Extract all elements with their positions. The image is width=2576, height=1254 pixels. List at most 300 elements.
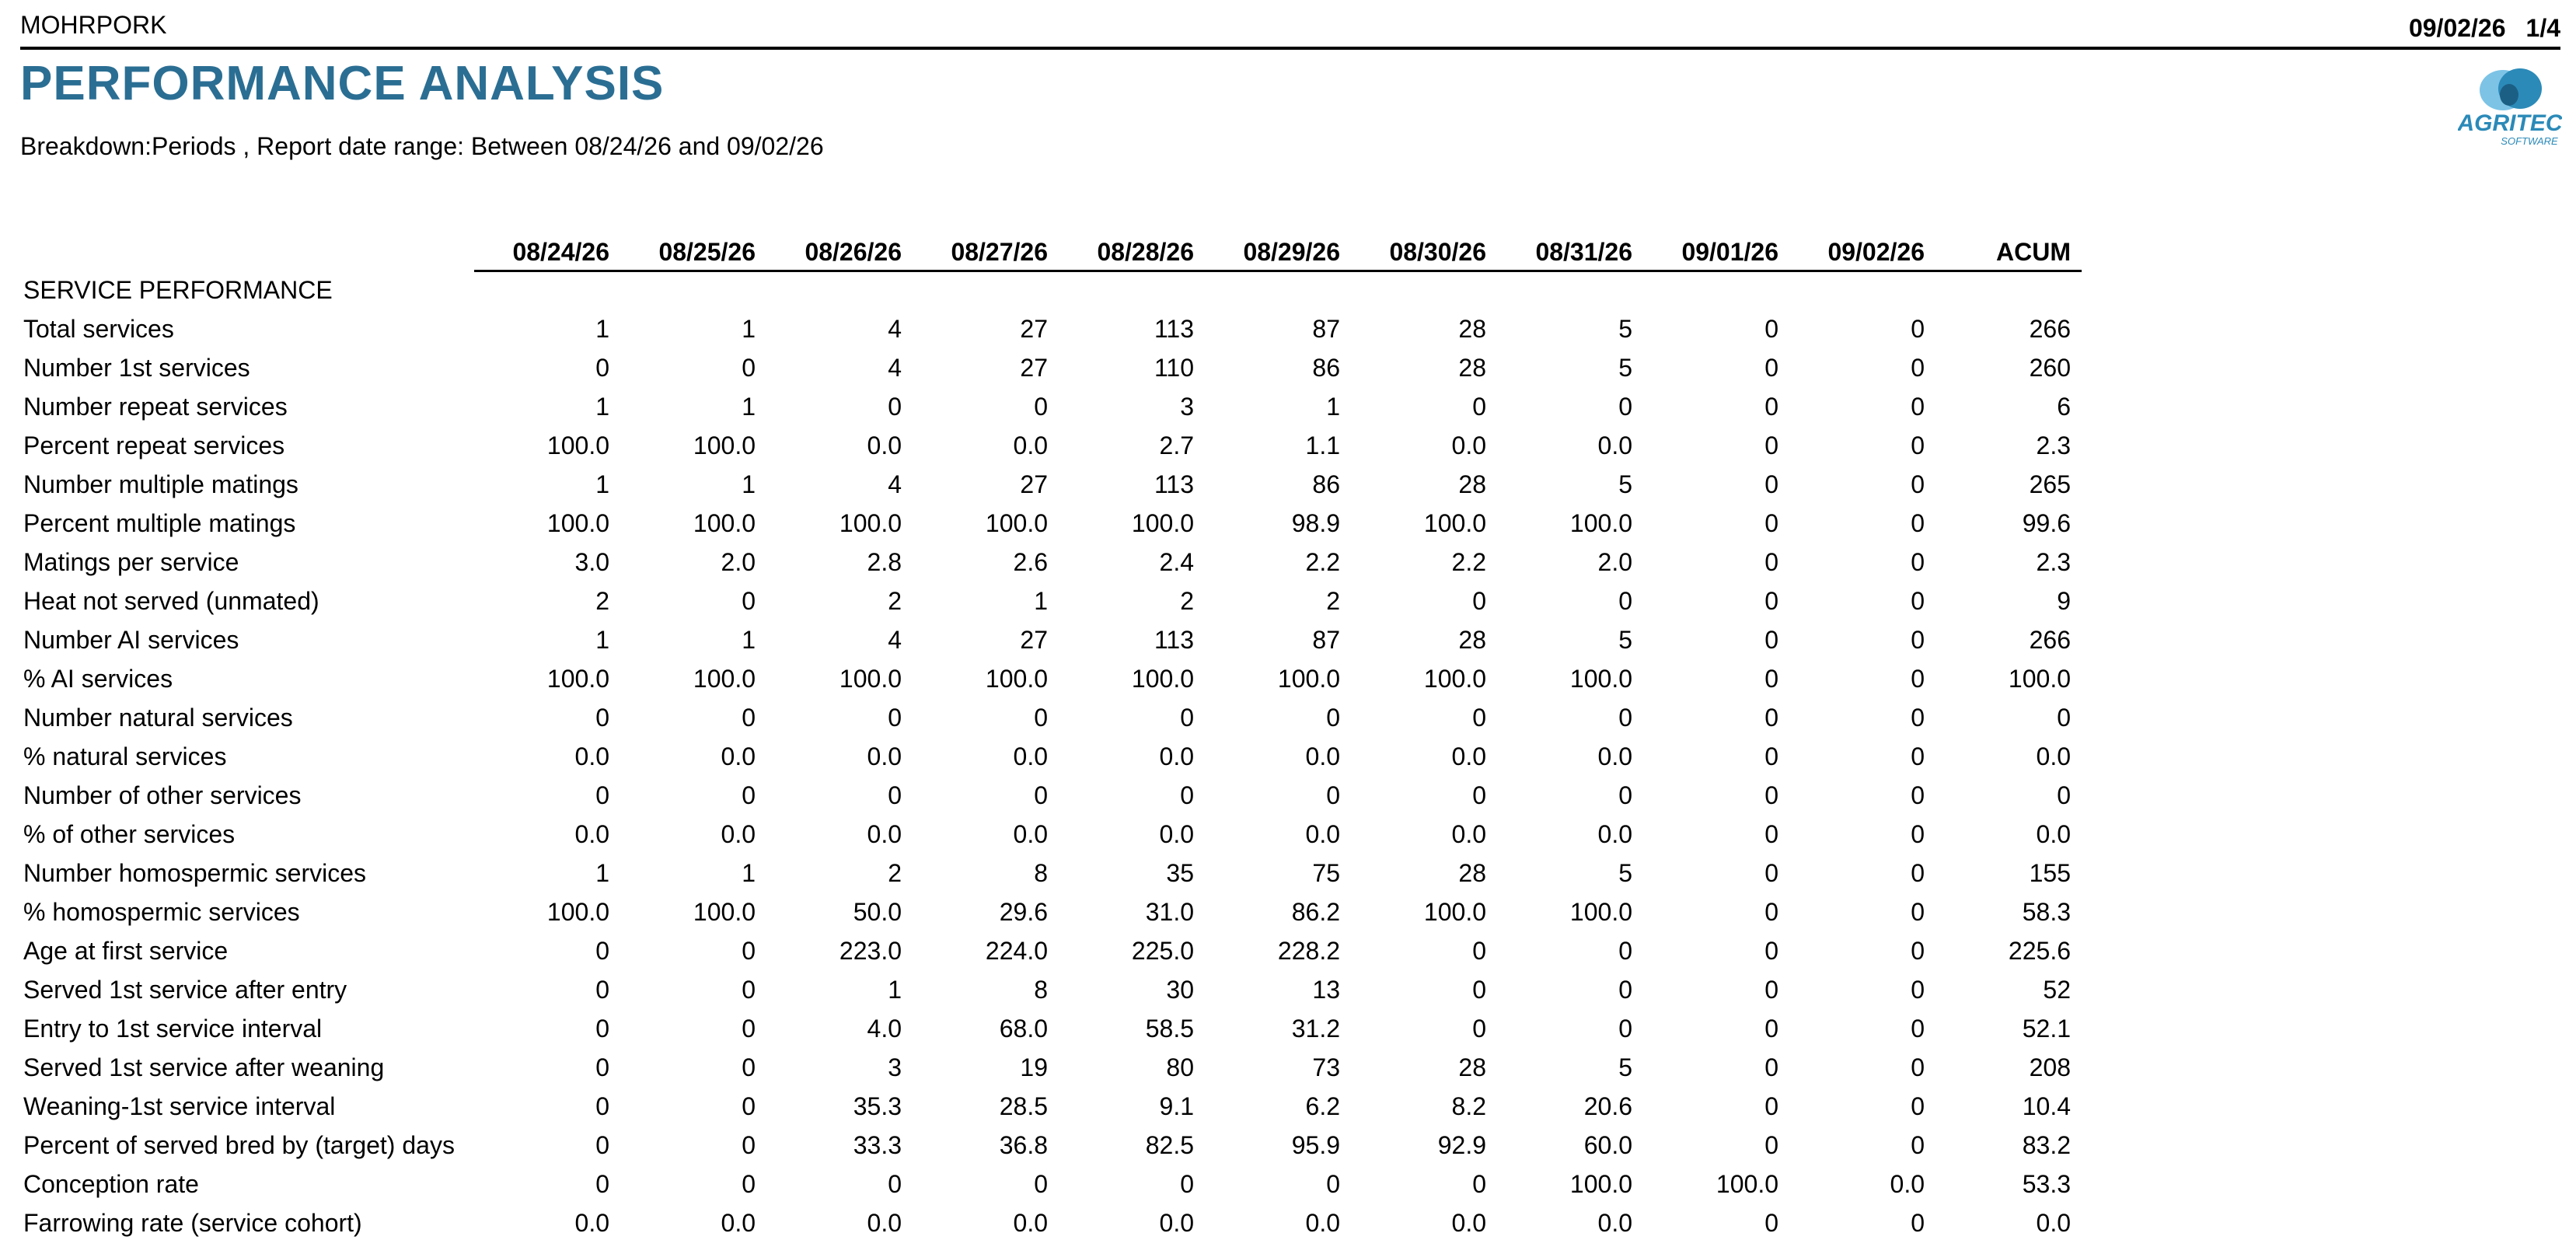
row-value: 100.0 [1569,897,1632,926]
row-value: 0.0 [1013,1208,1048,1237]
row-value: 0 [1764,547,1778,576]
row-value: 0 [2057,781,2071,809]
row-value: 2.8 [867,547,902,576]
row-value: 0.0 [1451,819,1486,848]
row-value: 86 [1312,353,1340,382]
row-value: 2.7 [1159,431,1194,459]
row-value: 0 [595,1014,609,1043]
row-value: 2.4 [1159,547,1194,576]
row-label: % homospermic services [23,897,300,926]
row-value: 5 [1618,1053,1632,1081]
row-value: 1 [595,858,609,887]
row-value: 0.0 [574,742,609,770]
row-value: 0 [1764,781,1778,809]
row-value: 0 [1472,703,1486,732]
row-value: 0.0 [2036,1208,2071,1237]
row-value: 0 [1764,1053,1778,1081]
row-value: 0 [595,781,609,809]
row-value: 73 [1312,1053,1340,1081]
row-value: 0 [1911,547,1925,576]
row-value: 0.0 [1305,742,1340,770]
row-value: 3 [888,1053,902,1081]
row-value: 100.0 [1716,1169,1778,1198]
row-value: 6.2 [1305,1092,1340,1120]
row-value: 223.0 [839,936,902,965]
row-value: 0 [1618,936,1632,965]
row-value: 0 [1326,781,1340,809]
row-value: 110 [1154,353,1194,382]
row-label: Number natural services [23,703,293,732]
row-value: 27 [1020,314,1048,343]
row-value: 0 [742,703,756,732]
table-header-row [20,232,2082,271]
row-value: 9.1 [1159,1092,1194,1120]
row-value: 100.0 [1423,664,1486,693]
row-value: 100.0 [1131,664,1194,693]
row-value: 95.9 [1291,1130,1340,1159]
row-value: 0.0 [867,742,902,770]
row-value: 0 [595,353,609,382]
row-value: 35 [1166,858,1194,887]
row-value: 224.0 [985,936,1048,965]
row-value: 0.0 [721,819,756,848]
row-value: 2 [1326,586,1340,615]
row-value: 0 [2057,703,2071,732]
performance-table-wrapper [20,232,2082,1242]
row-value: 28 [1458,470,1486,498]
row-value: 0 [742,1092,756,1120]
row-value: 83.2 [2022,1130,2071,1159]
row-value: 0 [1911,314,1925,343]
row-value: 0 [1764,1130,1778,1159]
row-value: 60.0 [1583,1130,1632,1159]
row-value: 1 [1326,392,1340,421]
table-row [20,582,2082,620]
section-empty-cell [1789,271,1935,309]
row-value: 31.2 [1291,1014,1340,1043]
row-value: 1 [595,392,609,421]
row-value: 8.2 [1451,1092,1486,1120]
row-value: 1.1 [1305,431,1340,459]
row-value: 52.1 [2022,1014,2071,1043]
row-value: 0.0 [1451,431,1486,459]
row-value: 27 [1020,353,1048,382]
table-row [20,892,2082,931]
row-value: 100.0 [693,664,756,693]
row-label: Matings per service [23,547,239,576]
report-header [20,0,2560,50]
row-value: 0 [1764,664,1778,693]
table-row [20,737,2082,776]
page-number: 1/4 [2525,14,2560,42]
row-value: 0 [742,1130,756,1159]
row-value: 4.0 [867,1014,902,1043]
row-value: 5 [1618,353,1632,382]
row-value: 0 [1911,781,1925,809]
row-value: 0 [1618,1014,1632,1043]
row-value: 100.0 [693,431,756,459]
section-empty-cell [1935,271,2082,309]
row-value: 0 [595,703,609,732]
row-value: 0 [595,1092,609,1120]
row-value: 0 [888,392,902,421]
row-value: 58.3 [2022,897,2071,926]
row-value: 0 [1764,470,1778,498]
row-value: 0 [1764,625,1778,654]
row-value: 0 [1911,664,1925,693]
report-subtitle: Breakdown:Periods , Report date range: Between 08/24/26 and 09/02/26 [20,132,824,160]
row-value: 0 [742,1014,756,1043]
row-value: 100.0 [1423,897,1486,926]
row-value: 208 [2029,1053,2071,1081]
row-label: Conception rate [23,1169,199,1198]
row-value: 75 [1312,858,1340,887]
row-value: 2.3 [2036,547,2071,576]
row-value: 0 [1911,1092,1925,1120]
row-value: 0.0 [1890,1169,1925,1198]
row-value: 1 [888,975,902,1004]
row-value: 0 [1326,703,1340,732]
row-label: Farrowing rate (service cohort) [23,1208,362,1237]
row-value: 0.0 [867,431,902,459]
row-value: 0 [1911,742,1925,770]
row-label: Number repeat services [23,392,288,421]
row-value: 0 [1911,936,1925,965]
row-value: 0 [1764,742,1778,770]
row-value: 10.4 [2022,1092,2071,1120]
row-label: Weaning-1st service interval [23,1092,336,1120]
row-value: 87 [1312,314,1340,343]
row-value: 0 [1618,975,1632,1004]
row-value: 5 [1618,625,1632,654]
row-value: 0.0 [1013,819,1048,848]
table-row [20,1048,2082,1087]
row-value: 266 [2029,625,2071,654]
row-value: 0 [1180,781,1194,809]
date-page-info [2409,14,2560,43]
section-empty-cell [766,271,913,309]
table-row [20,543,2082,582]
row-value: 0 [1618,586,1632,615]
row-value: 0.0 [1159,1208,1194,1237]
section-empty-cell [474,271,620,309]
row-value: 0 [1911,819,1925,848]
row-value: 1 [742,392,756,421]
section-row [20,271,2082,309]
row-value: 0.0 [1013,431,1048,459]
row-value: 99.6 [2022,508,2071,537]
row-value: 92.9 [1437,1130,1486,1159]
section-empty-cell [1205,271,1351,309]
row-value: 113 [1154,314,1194,343]
table-row [20,970,2082,1009]
row-value: 2.3 [2036,431,2071,459]
row-value: 19 [1020,1053,1048,1081]
row-value: 5 [1618,314,1632,343]
row-label: Number multiple matings [23,470,298,498]
row-value: 0 [1911,1014,1925,1043]
row-value: 0 [1180,1169,1194,1198]
row-value: 9 [2057,586,2071,615]
table-row [20,1087,2082,1126]
row-value: 8 [1034,975,1048,1004]
row-value: 0 [1911,897,1925,926]
row-label: Total services [23,314,174,343]
logo-subtext: SOFTWARE [2501,135,2558,147]
row-label: Percent of served bred by (target) days [23,1130,455,1159]
row-value: 0 [1764,858,1778,887]
column-header: 09/01/26 [1643,232,1789,271]
row-value: 86 [1312,470,1340,498]
row-value: 0 [1911,1053,1925,1081]
row-value: 8 [1034,858,1048,887]
row-value: 0.0 [867,819,902,848]
row-label: Number of other services [23,781,302,809]
column-header: 08/28/26 [1059,232,1205,271]
row-value: 4 [888,470,902,498]
row-label: Served 1st service after entry [23,975,347,1004]
row-value: 2 [888,858,902,887]
table-row [20,1203,2082,1242]
row-value: 13 [1312,975,1340,1004]
table-row [20,426,2082,465]
row-label: Percent multiple matings [23,508,296,537]
row-value: 0 [1911,703,1925,732]
row-value: 58.5 [1145,1014,1194,1043]
table-row [20,931,2082,970]
row-value: 0 [1764,975,1778,1004]
row-value: 0 [595,936,609,965]
column-header: 09/02/26 [1789,232,1935,271]
table-row [20,854,2082,892]
row-value: 0.0 [1597,431,1632,459]
row-value: 0 [1911,392,1925,421]
row-value: 2 [595,586,609,615]
row-value: 0.0 [574,819,609,848]
section-title: SERVICE PERFORMANCE [23,275,333,304]
row-value: 0 [1764,1014,1778,1043]
row-value: 1 [742,625,756,654]
row-value: 0 [1911,975,1925,1004]
column-header: 08/29/26 [1205,232,1351,271]
row-value: 5 [1618,470,1632,498]
row-value: 100.0 [1569,664,1632,693]
row-value: 0 [742,586,756,615]
row-value: 0.0 [1159,742,1194,770]
row-value: 0 [1618,392,1632,421]
column-header: 08/27/26 [913,232,1059,271]
row-value: 0.0 [1305,1208,1340,1237]
row-value: 1 [742,470,756,498]
row-value: 113 [1154,625,1194,654]
row-value: 0.0 [1305,819,1340,848]
row-value: 0 [595,1130,609,1159]
row-value: 28 [1458,353,1486,382]
row-value: 100.0 [1277,664,1340,693]
row-value: 0 [1618,703,1632,732]
row-value: 0 [742,1053,756,1081]
label-header [20,232,474,271]
table-row [20,659,2082,698]
row-value: 0 [1911,586,1925,615]
row-value: 100.0 [693,897,756,926]
agritec-logo-icon [2458,64,2562,151]
section-empty-cell [1643,271,1789,309]
row-value: 0 [595,975,609,1004]
row-value: 1 [1034,586,1048,615]
row-value: 0 [1911,508,1925,537]
section-empty-cell [1351,271,1497,309]
row-value: 0 [1764,819,1778,848]
row-value: 0 [1764,586,1778,615]
table-row [20,776,2082,815]
row-label: Age at first service [23,936,229,965]
row-value: 0 [1764,936,1778,965]
row-value: 0 [1034,781,1048,809]
row-value: 0 [888,1169,902,1198]
row-label: % of other services [23,819,236,848]
row-value: 0 [888,703,902,732]
row-value: 100.0 [839,664,902,693]
row-value: 100.0 [839,508,902,537]
section-empty-cell [1059,271,1205,309]
row-value: 98.9 [1291,508,1340,537]
table-row [20,620,2082,659]
row-value: 0 [1472,936,1486,965]
table-row [20,309,2082,348]
section-empty-cell [620,271,766,309]
row-value: 0 [1764,353,1778,382]
row-value: 0.0 [2036,819,2071,848]
row-value: 0.0 [1597,742,1632,770]
row-value: 100.0 [1131,508,1194,537]
row-value: 100.0 [546,431,609,459]
row-value: 100.0 [985,664,1048,693]
row-value: 0 [1472,781,1486,809]
column-header: 08/25/26 [620,232,766,271]
row-value: 28 [1458,1053,1486,1081]
row-value: 100.0 [546,508,609,537]
row-value: 28 [1458,314,1486,343]
row-value: 80 [1166,1053,1194,1081]
row-value: 29.6 [999,897,1048,926]
row-value: 0.0 [1451,742,1486,770]
row-value: 0.0 [1597,1208,1632,1237]
table-row [20,815,2082,854]
row-value: 0 [1326,1169,1340,1198]
row-value: 1 [742,858,756,887]
row-value: 0.0 [721,742,756,770]
row-value: 28 [1458,625,1486,654]
row-label: Number 1st services [23,353,250,382]
row-value: 53.3 [2022,1169,2071,1198]
row-value: 2.2 [1305,547,1340,576]
row-value: 5 [1618,858,1632,887]
row-value: 30 [1166,975,1194,1004]
row-value: 87 [1312,625,1340,654]
row-value: 4 [888,625,902,654]
row-value: 2.6 [1013,547,1048,576]
row-value: 0 [1472,1169,1486,1198]
row-value: 100.0 [546,897,609,926]
row-value: 0 [1034,703,1048,732]
row-value: 4 [888,314,902,343]
row-value: 3 [1180,392,1194,421]
table-row [20,1009,2082,1048]
row-label: Entry to 1st service interval [23,1014,323,1043]
row-value: 100.0 [1423,508,1486,537]
row-value: 0 [595,1169,609,1198]
row-value: 0 [595,1053,609,1081]
row-value: 0 [1034,392,1048,421]
row-value: 6 [2057,392,2071,421]
row-value: 0.0 [1013,742,1048,770]
row-value: 225.0 [1131,936,1194,965]
table-row [20,465,2082,504]
row-value: 0 [1911,625,1925,654]
row-value: 36.8 [999,1130,1048,1159]
row-value: 265 [2029,470,2071,498]
table-row [20,1126,2082,1165]
row-value: 0 [1764,1208,1778,1237]
row-value: 0 [742,781,756,809]
row-value: 2.2 [1451,547,1486,576]
row-value: 0 [1911,1130,1925,1159]
row-value: 225.6 [2008,936,2071,965]
row-value: 0 [1180,703,1194,732]
row-value: 100.0 [1569,508,1632,537]
row-value: 0 [1764,392,1778,421]
row-label: Number homospermic services [23,858,367,887]
row-value: 27 [1020,470,1048,498]
section-empty-cell [1497,271,1643,309]
row-value: 100.0 [1569,1169,1632,1198]
row-value: 0 [1911,353,1925,382]
agritec-logo-graphic [2458,64,2562,151]
row-value: 0 [1764,508,1778,537]
row-value: 0 [1764,431,1778,459]
logo-text: AGRITEC [2458,110,2562,136]
row-value: 1 [742,314,756,343]
row-value: 0 [742,353,756,382]
row-value: 0 [1472,392,1486,421]
column-header: 08/30/26 [1351,232,1497,271]
row-value: 100.0 [2008,664,2071,693]
row-value: 0 [1472,586,1486,615]
row-value: 50.0 [853,897,902,926]
row-value: 0.0 [1451,1208,1486,1237]
row-value: 0 [1034,1169,1048,1198]
row-label: % natural services [23,742,227,770]
row-value: 1 [595,470,609,498]
row-value: 0 [1472,975,1486,1004]
row-value: 4 [888,353,902,382]
table-row [20,387,2082,426]
row-value: 2.0 [721,547,756,576]
row-label: Number AI services [23,625,239,654]
row-value: 260 [2029,353,2071,382]
row-value: 266 [2029,314,2071,343]
row-value: 0 [1764,314,1778,343]
row-value: 1 [595,314,609,343]
column-header: 08/26/26 [766,232,913,271]
row-value: 3.0 [574,547,609,576]
row-value: 28.5 [999,1092,1048,1120]
row-value: 0 [1764,897,1778,926]
row-value: 0 [742,936,756,965]
row-value: 82.5 [1145,1130,1194,1159]
row-value: 0 [1472,1014,1486,1043]
